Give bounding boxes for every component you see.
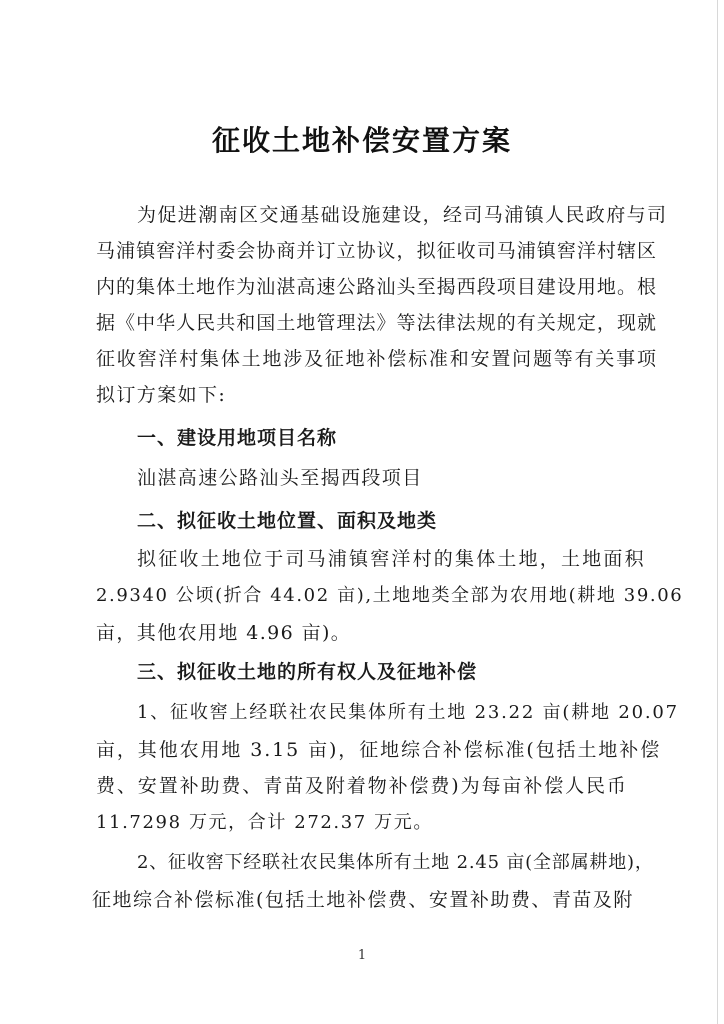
item-1-line-3: 费、安置补助费、青苗及附着物补偿费)为每亩补偿人民币 [96, 775, 628, 797]
section-3-heading: 三、拟征收土地的所有权人及征地补偿 [137, 661, 478, 683]
intro-line-5: 征收窖洋村集体土地涉及征地补偿标准和安置问题等有关事项 [96, 348, 656, 370]
intro-line-1: 为促进潮南区交通基础设施建设，经司马浦镇人民政府与司 [137, 204, 668, 226]
section-1-heading: 一、建设用地项目名称 [137, 427, 338, 449]
section-1-text: 汕湛高速公路汕头至揭西段项目 [137, 467, 423, 489]
item-2-line-1: 2、征收窖下经联社农民集体所有土地 2.45 亩(全部属耕地)， [137, 852, 654, 873]
item-1-line-2: 亩，其他农用地 3.15 亩)，征地综合补偿标准(包括土地补偿 [96, 739, 662, 761]
section-2-line-1: 拟征收土地位于司马浦镇窖洋村的集体土地，土地面积 [137, 548, 646, 570]
section-2-line-2: 2.9340 公顷(折合 44.02 亩),土地地类全部为农用地(耕地 39.06 [96, 585, 684, 606]
section-2-heading: 二、拟征收土地位置、面积及地类 [137, 510, 438, 532]
item-1-line-4: 11.7298 万元，合计 272.37 万元。 [96, 812, 433, 833]
item-2-line-2: 征地综合补偿标准(包括土地补偿费、安置补助费、青苗及附 [92, 889, 634, 911]
item-1-line-1: 1、征收窖上经联社农民集体所有土地 23.22 亩(耕地 20.07 [137, 702, 679, 723]
intro-line-4: 据《中华人民共和国土地管理法》等法律法规的有关规定，现就 [96, 312, 656, 334]
document-title: 征收土地补偿安置方案 [211, 124, 512, 157]
intro-line-2: 马浦镇窖洋村委会协商并订立协议，拟征收司马浦镇窖洋村辖区 [96, 240, 656, 262]
section-2-line-3: 亩，其他农用地 4.96 亩)。 [96, 622, 352, 644]
intro-line-3: 内的集体土地作为汕湛高速公路汕头至揭西段项目建设用地。根 [96, 276, 656, 298]
page-number: 1 [357, 948, 367, 963]
intro-line-6: 拟订方案如下: [96, 384, 227, 406]
